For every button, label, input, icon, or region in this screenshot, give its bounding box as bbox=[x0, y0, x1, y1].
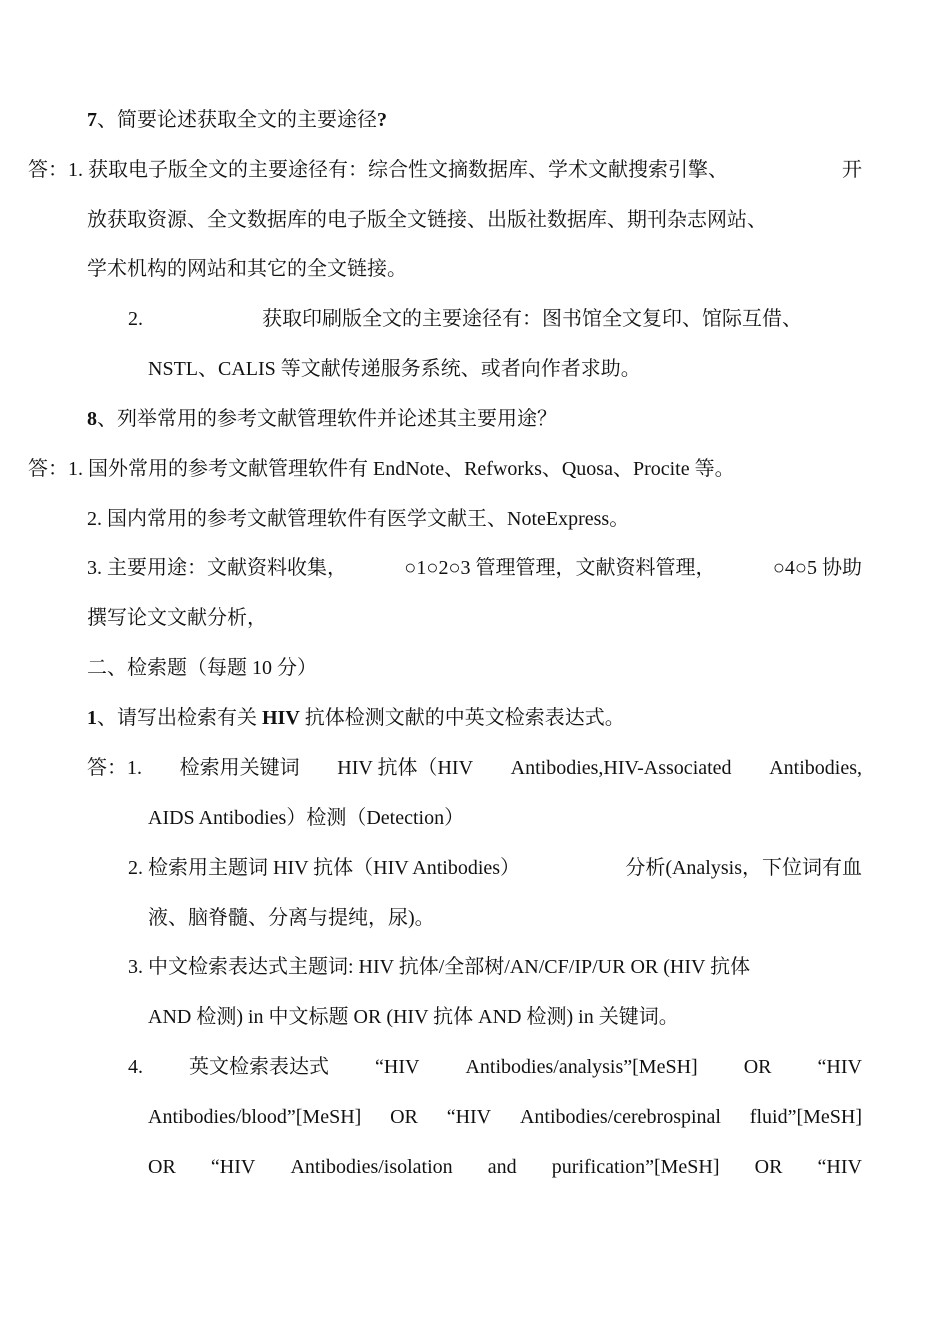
question-7: 7、简要论述获取全文的主要途径? bbox=[87, 109, 387, 131]
answer-1-item-1-line-1: 答：1. 检索用关键词 HIV 抗体（HIV Antibodies,HIV-Associated Antibodies, bbox=[87, 757, 862, 779]
question-1: 1、请写出检索有关 HIV 抗体检测文献的中英文检索表达式。 bbox=[87, 707, 625, 729]
answer-1-item-1-line-2: AIDS Antibodies）检测（Detection） bbox=[148, 807, 465, 829]
answer-8-line-2: 2. 国内常用的参考文献管理软件有医学文献王、NoteExpress。 bbox=[87, 508, 630, 530]
answer-1-item-4-line-3: OR “HIV Antibodies/isolation and purification”[MeSH] OR “HIV bbox=[148, 1156, 862, 1178]
question-number: 8 bbox=[87, 408, 97, 430]
answer-8-line-3: 3. 主要用途：文献资料收集， ○1○2○3 管理管理，文献资料管理， ○4○5 协助 bbox=[87, 557, 862, 579]
answer-8-line-1: 答：1. 国外常用的参考文献管理软件有 EndNote、Refworks、Quosa、Procite 等。 bbox=[28, 458, 735, 480]
answer-7-item-2-line-1: 获取印刷版全文的主要途径有：图书馆全文复印、馆际互借、 bbox=[262, 308, 802, 330]
question-8: 8、列举常用的参考文献管理软件并论述其主要用途？ bbox=[87, 408, 557, 430]
question-number: 1 bbox=[87, 707, 97, 729]
section-heading: 二、检索题（每题 10 分） bbox=[87, 657, 317, 679]
answer-7-line-2: 放获取资源、全文数据库的电子版全文链接、出版社数据库、期刊杂志网站、 bbox=[87, 209, 767, 231]
answer-1-item-3-line-2: AND 检测) in 中文标题 OR (HIV 抗体 AND 检测) in 关键词。 bbox=[148, 1006, 679, 1028]
answer-1-item-4-line-1: 4. 英文检索表达式 “HIV Antibodies/analysis”[MeSH] OR “HIV bbox=[128, 1056, 862, 1078]
answer-7-item-2-number: 2. bbox=[128, 308, 143, 330]
answer-7-line-1: 答：1. 获取电子版全文的主要途径有：综合性文摘数据库、学术文献搜索引擎、 开 bbox=[28, 159, 862, 181]
answer-8-line-4: 撰写论文文献分析， bbox=[87, 607, 267, 629]
question-number: 7 bbox=[87, 109, 97, 131]
answer-1-item-2-line-1: 2. 检索用主题词 HIV 抗体（HIV Antibodies） 分析(Analysis，下位词有血 bbox=[128, 857, 862, 879]
answer-1-item-3-line-1: 3. 中文检索表达式主题词: HIV 抗体/全部树/AN/CF/IP/UR OR (HIV 抗体 bbox=[128, 956, 751, 978]
answer-7-item-2-line-2: NSTL、CALIS 等文献传递服务系统、或者向作者求助。 bbox=[148, 358, 641, 380]
answer-1-item-4-line-2: Antibodies/blood”[MeSH] OR “HIV Antibodies/cerebrospinal fluid”[MeSH] bbox=[148, 1106, 862, 1128]
answer-1-item-2-line-2: 液、脑脊髓、分离与提纯，尿)。 bbox=[148, 907, 435, 929]
answer-7-line-3: 学术机构的网站和其它的全文链接。 bbox=[87, 258, 407, 280]
